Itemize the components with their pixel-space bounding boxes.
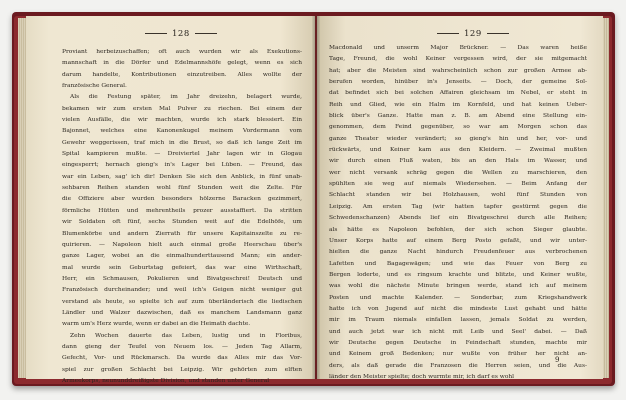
text-line: ders, als daß gerade die Franzosen die Herren seien, und die Aus- bbox=[329, 362, 587, 369]
left-page-number: 128 bbox=[172, 29, 190, 39]
book-gutter bbox=[312, 16, 320, 379]
text-line: Spital kampieren mußte. — Dreiviertel Jahr lagen wir in Glogau bbox=[62, 151, 302, 158]
text-line: Leipzig. Am ersten Tag (wir hatten tapfer gestürmt gegen die bbox=[329, 203, 587, 210]
text-line: Bajonnet, welches eine Kanonenkugel meinem Vordermann vom bbox=[62, 128, 302, 135]
text-line: Armeekorps, neununddreißigste Division, und standen unter General bbox=[62, 377, 270, 384]
text-line: Reih und Glied, wie ein Halm im Kornfeld, und hat keinen Ueber- bbox=[329, 101, 587, 108]
text-line: rückwärts, und Keiner kam aus den Kleidern. — Zweimal mußten bbox=[329, 147, 587, 154]
text-line: und auch jetzt war ich nicht mit Leib und Seel' dabei. — Daß bbox=[329, 328, 587, 335]
text-line: Schlacht standen wir bei Holzhausen, wohl fünf Stunden von bbox=[329, 192, 587, 199]
text-line: Französisch durcheinander; und weil ich's Geigen nicht weniger gut bbox=[62, 287, 302, 294]
text-line: verstand als heute, so spielte ich auf zum überländerisch die liedischen bbox=[62, 298, 302, 305]
right-page-number: 129 bbox=[464, 29, 482, 39]
text-line: förmliche Hütten und mehrentheils prozer ausstaffiert. Da stritten bbox=[62, 207, 302, 214]
text-line: darum handelte, Kontributionen einzutreiben. Alles wollte der bbox=[62, 71, 302, 78]
text-line: die Offiziere aber wurden besonders hölzerne Baracken gezimmert, bbox=[62, 196, 302, 203]
text-line: Schwedenschanzen) Abends lief ein Bivatgeschrei durch alle Reihen; bbox=[329, 215, 587, 222]
text-line: wer nicht versank schräg gegen die Wellen zu marschieren, den bbox=[329, 169, 587, 176]
text-line: hielten die ganze Nacht hindurch Freudenfeuer aus verbrochenen bbox=[329, 249, 587, 256]
text-line: Herr, ein Schmausen, Pokulieren und Bivatgeschrei! Deutsch und bbox=[62, 275, 302, 282]
text-line: mannschaft in die Dörfer und Edelmannshöfe gelegt, wenn es sich bbox=[62, 60, 302, 67]
text-line: war ein Leben, sag' ich dir! Denken Sie sich den Anblick, in fünf unab- bbox=[62, 173, 302, 180]
text-line: Als die Festung später, im Jahr dreizehn, belagert wurde, bbox=[70, 94, 302, 101]
text-line: ganze Lager, wobei an die einmalhunderttausend Mann; ein ander- bbox=[62, 253, 302, 260]
text-line: französische General. bbox=[62, 83, 127, 90]
text-line: vielen Ausfälle, die wir machten, wurde ich stark blessiert. Ein bbox=[62, 117, 302, 124]
text-line: Gefecht, Vor- und Rückmarsch. Da wurde das Alles mir das Vor- bbox=[62, 355, 302, 362]
text-line: dann gieng der Teufel von Neuem los. — Jeden Tag Allarm, bbox=[62, 343, 302, 350]
text-line: spühlten sie weg auf niemals Wiedersehen. — Beim Anfang der bbox=[329, 181, 587, 188]
header-rule bbox=[195, 33, 217, 34]
text-line: was wohl die nächste Minute bringen werde, stand ich auf meinem bbox=[329, 283, 587, 290]
text-line: Blumenkörbe und andern Zierrath für unsere Kapitainszelte zu re- bbox=[62, 230, 302, 237]
text-line: Ländler und Walzer dazwischen, daß es manchem Landsmann ganz bbox=[62, 309, 302, 316]
text-line: blick über's Ganze. Hatte man z. B. am Abend eine Stellung ein- bbox=[329, 113, 587, 120]
text-line: Proviant herbeizuschaffen; oft auch wurden wir als Exekutions- bbox=[62, 49, 302, 55]
text-line: als hätte es Napoleon befohlen, der sich schon Sieger glaubte. bbox=[329, 226, 587, 233]
text-line: Tage, Freund, die wohl Keiner vergessen wird, der sie mitgemacht bbox=[329, 56, 587, 63]
text-line: und Keinem groß Bedenken; nur wußte von früher her nicht an- bbox=[329, 351, 587, 358]
left-page-text bbox=[62, 47, 302, 387]
text-line: ganze Theater wieder verändert; so gieng's hin und her, vor- und bbox=[329, 135, 587, 142]
right-page-text bbox=[329, 43, 587, 383]
left-page-header bbox=[140, 29, 222, 39]
text-line: spiel zur großen Schlacht bei Leipzig. Wir gehörten zum elften bbox=[62, 366, 302, 373]
text-line: wir Deutsche gegen Deutsche in Feindschaft stunden, machte mir bbox=[329, 339, 587, 346]
text-line: Bergen loderte, und es ringsum krachte und blitzte, und Keiner wußte, bbox=[329, 271, 587, 278]
signature-mark: 9 bbox=[555, 356, 560, 364]
text-line: wir durch einen Fluß waten, bis an den Hals im Wasser, und bbox=[329, 158, 587, 165]
text-line: genommen, dem Feind gegenüber, so war am Morgen schon das bbox=[329, 124, 587, 131]
text-line: Macdonald und unserm Major Brückner. — Das waren heiße bbox=[329, 45, 587, 51]
text-line: dat befindet sich bei solchen Affairen gleichsam im Nebel, er steht in bbox=[329, 90, 587, 97]
text-line: bekamen wir zum ersten Mal Pulver zu riechen. Bei einem der bbox=[62, 105, 302, 112]
header-rule bbox=[145, 33, 167, 34]
header-rule bbox=[487, 33, 509, 34]
text-line: warm um's Herz wurde, wenn er dabei an die Heimath dachte. bbox=[62, 321, 251, 328]
text-line: hatte ich von Jugend auf nicht die mindeste Lust gehabt und hätte bbox=[329, 305, 587, 312]
right-page-header bbox=[432, 29, 514, 39]
text-line: mir im Traum niemals einfallen lassen, jemals Soldat zu werden, bbox=[329, 317, 587, 324]
text-line: Lafetten und Bagagewägen; und wie das Feuer von Berg zu bbox=[329, 260, 587, 267]
text-line: wir Soldaten oft fünf, sechs Stunden weit auf die Edelhöfe, um bbox=[62, 219, 302, 226]
text-line: hat; aber die Meisten sind wahrscheinlich schon zur großen Armee ab- bbox=[329, 67, 587, 74]
text-line: länder den Meister spielte; doch wurmte mir, ich darf es wohl bbox=[329, 373, 515, 380]
text-line: berufen worden, hinüber in's Jenseits. — Doch, der gemeine Sol- bbox=[329, 79, 587, 86]
text-line: Unser Korps hatte auf einem Berg Posto gefaßt, und wir unter- bbox=[329, 237, 587, 244]
text-line: Posten und machte Kalender. — Sonderbar, zum Kriegshandwerk bbox=[329, 294, 587, 301]
header-rule bbox=[437, 33, 459, 34]
text-line: mal wurde sein Geburtstag gefeiert, das war eine Wirthschaft, bbox=[62, 264, 302, 271]
text-line: Zehn Wochen dauerte das Leben, lustig und in Floribus, bbox=[70, 332, 302, 339]
text-line: quirieren. — Napoleon hielt auch einmal große Heerschau über's bbox=[62, 241, 302, 248]
text-line: Gewehr weggerissen, traf mich in die Brust, so daß ich lange Zeit im bbox=[62, 139, 302, 146]
text-line: eingesperrt; hernach gieng's in's Lager bei Lüben. — Freund, das bbox=[62, 162, 302, 169]
text-line: sehbaren Reihen standen wohl fünf Stunden weit die Zelte. Für bbox=[62, 185, 302, 192]
